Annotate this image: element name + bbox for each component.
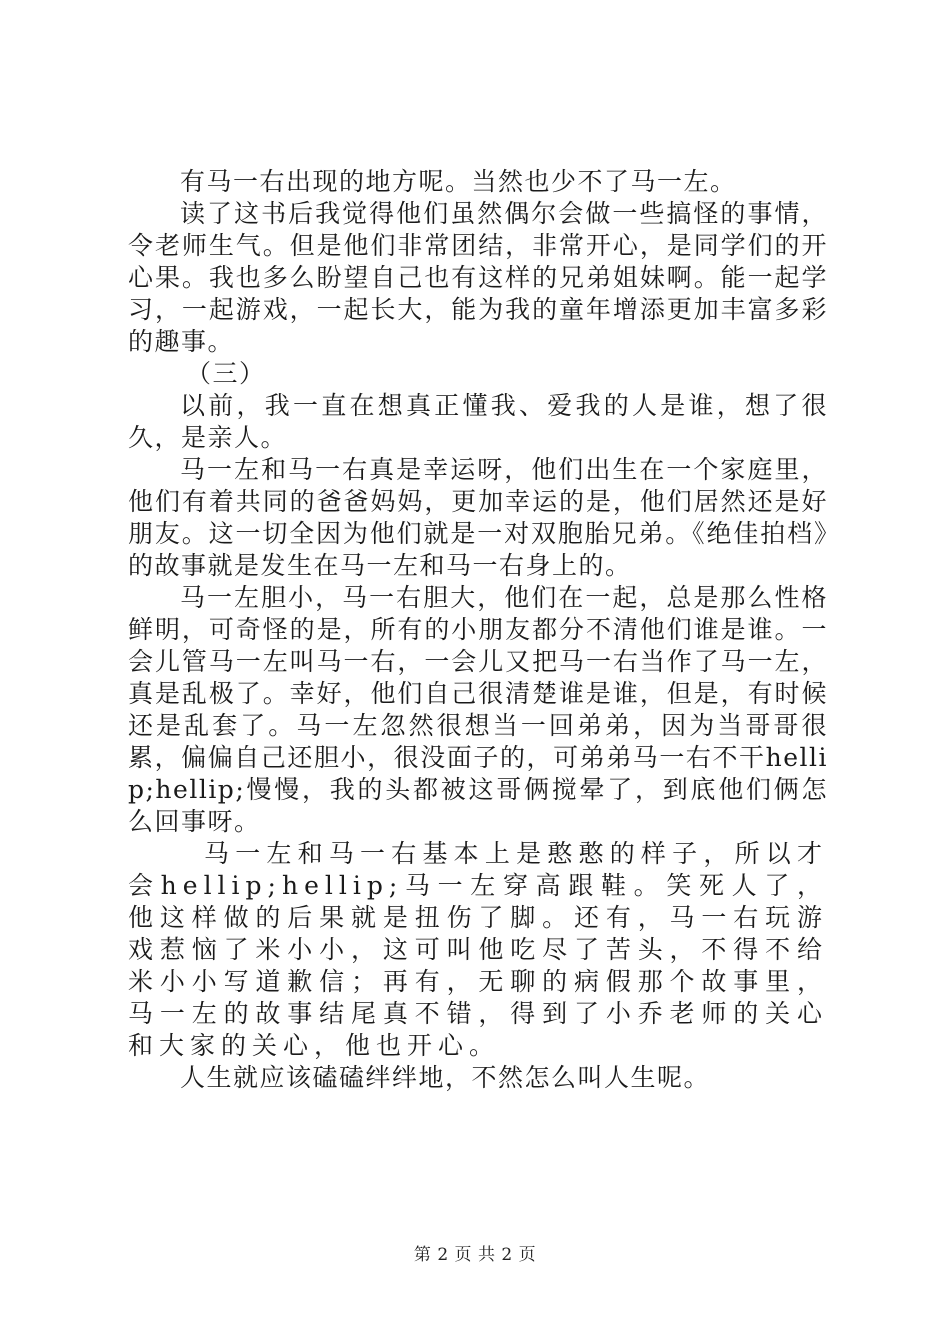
paragraph-6: 马一左和马一右基本上是憨憨的样子，所以才会hellip;hellip;马一左穿高跟鞋。笑死人了，他这样做的后果就是扭伤了脚。还有，马一右玩游戏惹恼了米小小，这可叫他吃尽了苦头，不得不给米小小写道歉信；再有，无聊的病假那个故事里，马一左的故事结尾真不错，得到了小乔老师的关心和大家的关心，他也开心。	[128, 839, 828, 1060]
paragraph-3: 以前，我一直在想真正懂我、爱我的人是谁，想了很久，是亲人。	[128, 391, 828, 452]
paragraph-5: 马一左胆小，马一右胆大，他们在一起，总是那么性格鲜明，可奇怪的是，所有的小朋友都分不清他们谁是谁。一会儿管马一左叫马一右，一会儿又把马一右当作了马一左，真是乱极了。幸好，他们自己很清楚谁是谁，但是，有时候还是乱套了。马一左忽然很想当一回弟弟，因为当哥哥很累，偏偏自己还胆小，很没面子的，可弟弟马一右不干hellip;hellip;慢慢，我的头都被这哥俩搅晕了，到底他们俩怎么回事呀。	[128, 583, 828, 836]
paragraph-2: 读了这书后我觉得他们虽然偶尔会做一些搞怪的事情，令老师生气。但是他们非常团结，非常开心，是同学们的开心果。我也多么盼望自己也有这样的兄弟姐妹啊。能一起学习，一起游戏，一起长大，能为我的童年增添更加丰富多彩的趣事。	[128, 199, 828, 356]
page-footer	[0, 1244, 950, 1266]
document-body	[128, 166, 828, 1094]
section-heading: （三）	[186, 359, 266, 388]
page-number-label: 第 2 页 共 2 页	[413, 1245, 537, 1265]
paragraph-4: 马一左和马一右真是幸运呀，他们出生在一个家庭里，他们有着共同的爸爸妈妈，更加幸运的是，他们居然还是好朋友。这一切全因为他们就是一对双胞胎兄弟。《绝佳拍档》的故事就是发生在马一左和马一右身上的。	[128, 455, 828, 580]
paragraph-7: 人生就应该磕磕绊绊地，不然怎么叫人生呢。	[180, 1063, 711, 1092]
paragraph-1: 有马一右出现的地方呢。当然也少不了马一左。	[180, 167, 737, 196]
